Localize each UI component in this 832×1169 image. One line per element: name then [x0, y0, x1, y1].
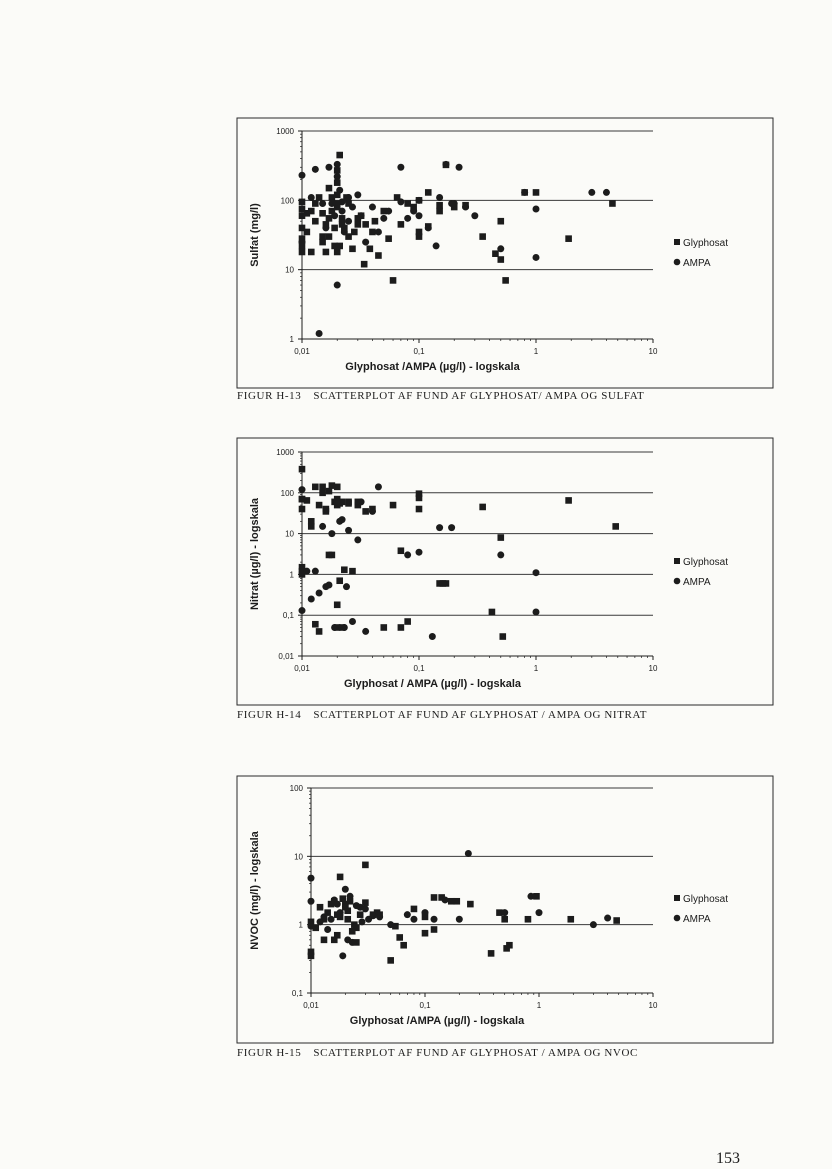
data-point-circle	[465, 850, 472, 857]
data-point-square	[612, 523, 619, 530]
data-point-square	[533, 189, 540, 196]
x-tick-label: 1	[536, 1001, 542, 1010]
data-point-square	[497, 256, 504, 263]
data-point-circle	[397, 198, 404, 205]
data-point-square	[525, 916, 532, 923]
data-point-circle	[341, 228, 348, 235]
data-point-square	[362, 862, 369, 869]
data-point-square	[308, 249, 315, 256]
data-point-square	[299, 199, 306, 206]
data-point-square	[390, 502, 397, 509]
data-point-square	[488, 950, 495, 957]
series-glyphosat	[299, 466, 619, 640]
series-ampa	[299, 161, 610, 337]
data-point-square	[387, 957, 394, 964]
data-point-circle	[536, 909, 543, 916]
data-point-circle	[397, 164, 404, 171]
data-point-square	[362, 221, 369, 228]
data-point-circle	[299, 607, 306, 614]
chart-frame	[237, 118, 773, 388]
data-point-circle	[404, 551, 411, 558]
x-tick-label: 1	[533, 664, 539, 673]
data-point-square	[565, 235, 572, 242]
legend-label-ampa: AMPA	[683, 577, 711, 588]
x-tick-label: 0,1	[413, 664, 425, 673]
data-point-circle	[588, 189, 595, 196]
y-axis-label: Sulfat (mg/l)	[249, 203, 261, 267]
data-point-square	[453, 898, 460, 905]
y-tick-label: 10	[285, 529, 294, 539]
data-point-square	[341, 566, 348, 573]
data-point-circle	[369, 204, 376, 211]
data-point-square	[339, 215, 346, 222]
data-point-circle	[334, 901, 341, 908]
legend-circle-marker	[674, 259, 681, 266]
data-point-circle	[358, 918, 365, 925]
data-point-square	[308, 523, 315, 530]
legend	[674, 238, 729, 269]
caption-number: FIGUR H-14	[237, 709, 302, 721]
data-point-circle	[362, 239, 369, 246]
y-tick-label: 0,1	[291, 989, 303, 998]
x-tick-label: 10	[648, 664, 658, 673]
data-point-circle	[387, 921, 394, 928]
y-tick-label: 1	[289, 570, 294, 580]
data-point-square	[613, 917, 620, 924]
data-point-square	[353, 924, 360, 931]
data-point-circle	[497, 245, 504, 252]
legend-square-marker	[674, 558, 680, 564]
data-point-circle	[312, 568, 319, 575]
data-point-square	[299, 466, 306, 473]
data-point-square	[323, 506, 330, 513]
data-point-circle	[354, 536, 361, 543]
data-point-circle	[358, 212, 365, 219]
data-point-circle	[349, 939, 356, 946]
data-point-circle	[328, 916, 335, 923]
data-point-circle	[416, 212, 423, 219]
data-point-square	[299, 249, 306, 256]
data-point-square	[502, 277, 509, 284]
data-point-circle	[380, 215, 387, 222]
data-point-square	[390, 277, 397, 284]
caption-number: FIGUR H-13	[237, 390, 302, 402]
caption-text: SCATTERPLOT AF FUND AF GLYPHOSAT/ AMPA OG SULFAT	[313, 390, 645, 402]
data-point-square	[436, 208, 443, 215]
legend-label-ampa: AMPA	[683, 914, 711, 925]
data-point-square	[308, 208, 315, 215]
data-point-square	[372, 218, 379, 225]
data-point-square	[367, 245, 374, 252]
data-point-circle	[299, 239, 306, 246]
data-point-square	[336, 577, 343, 584]
x-tick-label: 10	[648, 1001, 658, 1010]
y-tick-label: 100	[280, 488, 294, 498]
data-point-circle	[339, 198, 346, 205]
data-point-circle	[425, 224, 432, 231]
data-point-circle	[603, 189, 610, 196]
data-point-square	[355, 221, 362, 228]
data-point-circle	[324, 926, 331, 933]
data-point-square	[329, 552, 336, 559]
data-point-square	[334, 932, 341, 939]
chart-13	[237, 118, 773, 388]
data-point-square	[362, 508, 369, 515]
data-point-square	[385, 235, 392, 242]
data-point-square	[411, 906, 418, 913]
data-point-square	[331, 225, 338, 232]
data-point-circle	[299, 172, 306, 179]
data-point-square	[299, 506, 306, 513]
data-point-circle	[369, 508, 376, 515]
legend-square-marker	[674, 895, 680, 901]
data-point-circle	[436, 194, 443, 201]
data-point-square	[319, 490, 326, 497]
data-point-circle	[471, 212, 478, 219]
data-point-circle	[345, 218, 352, 225]
data-point-circle	[375, 483, 382, 490]
data-point-circle	[456, 916, 463, 923]
data-point-square	[312, 621, 319, 628]
data-point-square	[404, 200, 411, 207]
data-point-square	[312, 218, 319, 225]
data-point-circle	[456, 164, 463, 171]
data-point-circle	[375, 228, 382, 235]
data-point-circle	[385, 208, 392, 215]
data-point-circle	[422, 909, 429, 916]
series-glyphosat	[299, 152, 616, 284]
data-point-circle	[501, 909, 508, 916]
data-point-square	[398, 221, 405, 228]
data-point-circle	[604, 915, 611, 922]
data-point-circle	[325, 581, 332, 588]
data-point-square	[398, 547, 405, 554]
x-tick-label: 1	[533, 347, 539, 356]
y-tick-label: 0,1	[282, 611, 294, 621]
data-point-square	[336, 152, 343, 159]
data-point-square	[334, 601, 341, 608]
data-point-circle	[358, 498, 365, 505]
y-tick-label: 1	[298, 920, 303, 930]
data-point-circle	[345, 194, 352, 201]
data-point-square	[334, 167, 341, 174]
data-point-square	[316, 628, 323, 635]
y-tick-label: 0,01	[278, 652, 294, 661]
data-point-circle	[442, 896, 449, 903]
data-point-square	[316, 502, 323, 509]
legend-square-marker	[674, 239, 680, 245]
data-point-circle	[331, 212, 338, 219]
data-point-circle	[404, 911, 411, 918]
y-axis-label: Nitrat (µg/l) - logskala	[249, 497, 261, 611]
data-point-circle	[319, 200, 326, 207]
data-point-square	[349, 568, 356, 575]
data-point-square	[375, 252, 382, 259]
data-point-square	[336, 243, 343, 250]
data-point-square	[431, 926, 438, 933]
data-point-circle	[334, 173, 341, 180]
data-point-square	[308, 953, 315, 960]
data-point-square	[396, 934, 403, 941]
data-point-square	[312, 484, 319, 491]
data-point-circle	[303, 568, 310, 575]
legend-label-glyphosat: Glyphosat	[683, 238, 729, 249]
x-tick-label: 0,1	[413, 347, 425, 356]
data-point-circle	[343, 583, 350, 590]
y-tick-label: 1000	[276, 127, 294, 136]
legend	[674, 894, 729, 925]
data-point-circle	[416, 549, 423, 556]
data-point-square	[312, 200, 319, 207]
data-point-square	[565, 497, 572, 504]
data-point-square	[316, 194, 323, 201]
data-point-square	[349, 245, 356, 252]
data-point-square	[323, 249, 330, 256]
data-point-circle	[442, 161, 449, 168]
data-point-square	[362, 899, 369, 906]
data-point-circle	[354, 191, 361, 198]
legend-label-glyphosat: Glyphosat	[683, 894, 729, 905]
data-point-circle	[521, 189, 528, 196]
data-point-square	[345, 500, 352, 507]
data-point-circle	[370, 912, 377, 919]
data-point-square	[479, 233, 486, 240]
legend-label-ampa: AMPA	[683, 258, 711, 269]
data-point-circle	[410, 208, 417, 215]
data-point-square	[317, 904, 324, 911]
data-point-square	[425, 189, 432, 196]
data-point-square	[567, 916, 574, 923]
legend-circle-marker	[674, 578, 681, 585]
data-point-circle	[339, 516, 346, 523]
data-point-square	[501, 916, 508, 923]
x-tick-label: 0,01	[303, 1001, 319, 1010]
data-point-square	[400, 942, 407, 949]
caption-text: SCATTERPLOT AF FUND AF GLYPHOSAT / AMPA OG NITRAT	[313, 709, 648, 721]
data-point-square	[492, 250, 499, 257]
data-point-circle	[316, 590, 323, 597]
x-axis-label: Glyphosat /AMPA (µg/l) - logskala	[349, 1015, 525, 1027]
data-point-circle	[410, 916, 417, 923]
data-point-square	[319, 210, 326, 217]
series-ampa	[308, 850, 612, 959]
data-point-circle	[431, 916, 438, 923]
data-point-circle	[308, 923, 315, 930]
data-point-circle	[337, 909, 344, 916]
x-tick-label: 0,1	[419, 1001, 431, 1010]
x-tick-label: 10	[648, 347, 658, 356]
data-point-circle	[462, 204, 469, 211]
data-point-circle	[448, 524, 455, 531]
data-point-circle	[429, 633, 436, 640]
y-tick-label: 1	[289, 335, 294, 344]
data-point-circle	[497, 551, 504, 558]
data-point-square	[443, 580, 450, 587]
x-axis-label: Glyphosat / AMPA (µg/l) - logskala	[343, 678, 522, 690]
data-point-circle	[325, 164, 332, 171]
data-point-square	[357, 911, 364, 918]
legend-label-glyphosat: Glyphosat	[683, 557, 729, 568]
data-point-circle	[349, 618, 356, 625]
data-point-circle	[362, 628, 369, 635]
data-point-square	[304, 497, 311, 504]
data-point-square	[369, 229, 376, 236]
data-point-square	[499, 633, 506, 640]
data-point-circle	[339, 952, 346, 959]
data-point-square	[361, 261, 368, 268]
data-point-circle	[308, 595, 315, 602]
data-point-square	[489, 609, 496, 616]
figure-caption-h14	[237, 709, 647, 721]
data-point-circle	[308, 898, 315, 905]
data-point-square	[479, 504, 486, 511]
data-point-square	[321, 937, 328, 944]
data-point-circle	[362, 905, 369, 912]
data-point-circle	[436, 524, 443, 531]
data-point-circle	[339, 208, 346, 215]
x-axis-label: Glyphosat /AMPA (µg/l) - logskala	[345, 361, 520, 373]
figure-caption-h13	[237, 390, 644, 402]
data-point-circle	[341, 624, 348, 631]
data-point-circle	[308, 875, 315, 882]
data-point-circle	[320, 913, 327, 920]
data-point-circle	[345, 527, 352, 534]
data-point-circle	[433, 242, 440, 249]
data-point-square	[497, 218, 504, 225]
data-point-circle	[308, 194, 315, 201]
data-point-square	[326, 233, 333, 240]
data-point-circle	[334, 282, 341, 289]
chart-15	[237, 776, 773, 1043]
data-point-circle	[342, 886, 349, 893]
data-point-circle	[322, 224, 329, 231]
data-point-square	[334, 249, 341, 256]
data-point-square	[304, 229, 311, 236]
data-point-circle	[416, 197, 423, 204]
data-point-circle	[328, 530, 335, 537]
caption-number: FIGUR H-15	[237, 1047, 302, 1059]
y-tick-label: 1000	[276, 448, 294, 457]
data-point-circle	[312, 166, 319, 173]
x-tick-label: 0,01	[294, 664, 310, 673]
chart-14	[237, 438, 773, 705]
data-point-square	[337, 874, 344, 881]
data-point-square	[319, 484, 326, 491]
y-tick-label: 10	[294, 852, 303, 862]
x-tick-label: 0,01	[294, 347, 310, 356]
data-point-circle	[590, 921, 597, 928]
data-point-square	[319, 239, 326, 246]
data-point-circle	[334, 500, 341, 507]
data-point-square	[436, 202, 443, 209]
caption-text: SCATTERPLOT AF FUND AF GLYPHOSAT / AMPA OG NVOC	[313, 1047, 638, 1059]
data-point-square	[344, 907, 351, 914]
data-point-circle	[533, 205, 540, 212]
figure-caption-h15	[237, 1047, 638, 1059]
data-point-circle	[299, 486, 306, 493]
data-point-circle	[349, 204, 356, 211]
data-point-circle	[336, 187, 343, 194]
data-point-circle	[328, 200, 335, 207]
data-point-square	[422, 930, 429, 937]
data-point-square	[497, 534, 504, 541]
data-point-square	[380, 624, 387, 631]
series-glyphosat	[308, 862, 620, 964]
y-tick-label: 10	[285, 265, 294, 275]
data-point-circle	[533, 608, 540, 615]
data-point-circle	[331, 624, 338, 631]
data-point-square	[506, 942, 513, 949]
data-point-circle	[316, 330, 323, 337]
data-point-circle	[376, 913, 383, 920]
data-point-circle	[533, 569, 540, 576]
data-point-square	[416, 495, 423, 502]
data-point-square	[326, 185, 333, 192]
data-point-square	[431, 894, 438, 901]
data-point-square	[467, 901, 474, 908]
data-point-square	[609, 200, 616, 207]
data-point-square	[404, 618, 411, 625]
y-tick-label: 100	[280, 196, 294, 206]
legend	[674, 557, 729, 588]
data-point-square	[351, 229, 358, 236]
data-point-square	[344, 916, 351, 923]
data-point-circle	[451, 200, 458, 207]
data-point-circle	[527, 893, 534, 900]
data-point-square	[334, 179, 341, 186]
data-point-circle	[533, 254, 540, 261]
data-point-square	[416, 506, 423, 513]
data-point-circle	[334, 161, 341, 168]
data-point-circle	[347, 893, 354, 900]
data-point-circle	[319, 523, 326, 530]
y-tick-label: 100	[289, 784, 303, 793]
y-axis-label: NVOC (mg/l) - logskala	[249, 831, 261, 950]
page-number: 153	[716, 1150, 740, 1167]
data-point-square	[398, 624, 405, 631]
data-point-circle	[404, 215, 411, 222]
legend-circle-marker	[674, 915, 681, 922]
data-point-square	[416, 233, 423, 240]
data-point-square	[334, 484, 341, 491]
